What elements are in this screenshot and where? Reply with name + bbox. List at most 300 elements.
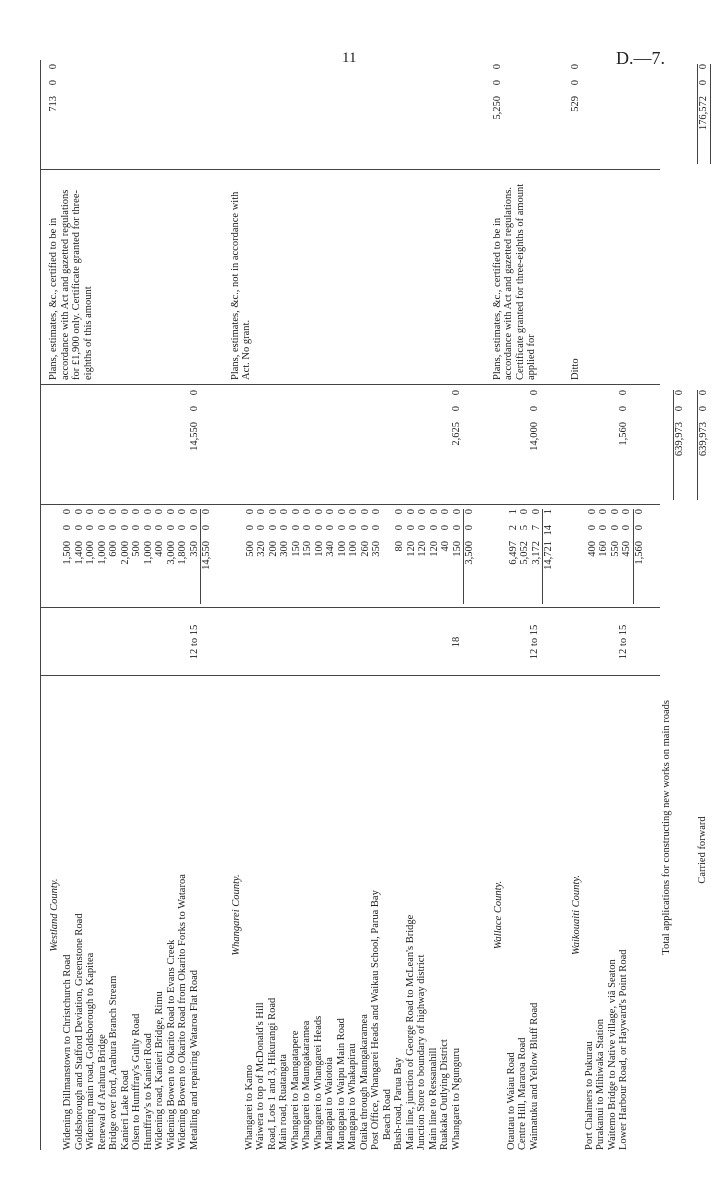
road-name: Ruakaka Outlying District	[439, 1039, 450, 1150]
road-name: Post Office, Whangarei Heads and Waikau School, Parua Bay	[370, 890, 381, 1150]
column-rule	[40, 169, 660, 170]
road-cost	[268, 509, 280, 604]
road-cost-pence: 0	[154, 509, 165, 515]
road-cost-shillings: 0	[108, 525, 119, 531]
road-cost-pounds: 150	[290, 541, 302, 557]
blank-cell	[607, 612, 619, 672]
road-cost-shillings: 0	[371, 525, 382, 531]
road-name: Widening Bowen to Okarito Road from Okarito Forks to Wataroa	[177, 874, 188, 1150]
road-cost-pence: 0	[428, 509, 440, 515]
road-cost	[452, 509, 464, 604]
carried-forward-total	[697, 64, 711, 164]
blank-cell	[200, 612, 212, 672]
blank-cell	[301, 612, 313, 672]
road-cost	[291, 509, 303, 604]
blank-cell	[97, 612, 109, 672]
road-name: Road, Lots 1 and 3, Hikurangi Road	[266, 997, 278, 1150]
blank-cell	[439, 390, 451, 500]
blank-cell	[278, 612, 290, 672]
grant-column	[46, 390, 709, 500]
road-cost-pence: 0	[621, 509, 632, 515]
blank-cell	[347, 612, 359, 672]
road-cost	[177, 509, 189, 604]
road-cost	[360, 509, 372, 604]
grant-amount-pounds: 1,560	[618, 422, 629, 446]
road-cost-shillings: 0	[119, 525, 131, 531]
road-name: Renewal of Arahura Bridge	[96, 1034, 108, 1150]
blank-cell	[120, 612, 132, 672]
county-heading: Westland County.	[49, 878, 60, 952]
road-name: Beach Road	[381, 1088, 393, 1140]
blank-cell	[154, 390, 166, 500]
road-name: Widening road, Kanieri Bridge, Rimu	[154, 991, 165, 1150]
grant-amount	[618, 390, 630, 500]
blank-cell	[267, 612, 279, 672]
road-cost-pence: 0	[302, 509, 313, 515]
road-name: Whangarei to Kamo	[243, 1064, 255, 1150]
county-subtotal-pence: 0	[633, 509, 645, 515]
road-cost-shillings: 0	[359, 525, 371, 531]
road-cost-shillings: 0	[279, 525, 290, 531]
cost-column	[46, 509, 654, 604]
grant-amount-pence: 0	[188, 390, 200, 396]
road-cost-pounds: 6,497	[507, 541, 519, 565]
county-subtotal-pounds: 14,721	[543, 541, 554, 570]
road-cost-shillings: 0	[131, 525, 142, 531]
road-cost-pence: 0	[359, 509, 371, 515]
blank-cell	[290, 390, 302, 500]
blank-cell	[630, 680, 642, 1150]
grant-remarks: Ditto	[569, 358, 581, 380]
description-column	[46, 680, 708, 1150]
blank-cell	[370, 390, 382, 500]
blank-cell	[570, 390, 584, 500]
county-subtotal-pounds: 3,500	[464, 541, 475, 565]
road-cost-shillings: 5	[519, 525, 530, 531]
road-cost-pounds: 150	[451, 541, 463, 557]
grant-amount-pounds: 2,625	[450, 422, 462, 446]
group-gap	[474, 390, 490, 500]
group-gap	[552, 612, 568, 672]
county-subtotal-pence: 0	[201, 509, 212, 515]
blank-cell	[393, 390, 405, 500]
blank-cell	[74, 612, 86, 672]
road-cost-shillings: 0	[244, 525, 256, 531]
road-name: Olsen to Humffray's Gully Road	[131, 1013, 142, 1150]
road-cost	[120, 509, 132, 604]
road-cost	[417, 509, 429, 604]
road-cost-pounds: 100	[336, 541, 348, 557]
blank-cell	[517, 390, 529, 500]
road-cost-pence: 0	[131, 509, 142, 515]
road-cost-pounds: 550	[609, 541, 621, 557]
road-cost-pence: 0	[188, 509, 200, 515]
blank-cell	[154, 612, 166, 672]
blank-cell	[230, 612, 244, 672]
road-name: Port Chalmers to Pukurau	[583, 1041, 595, 1150]
road-cost-shillings: 0	[302, 525, 313, 531]
road-cost-shillings: 0	[188, 525, 200, 531]
road-cost-pence: 0	[165, 509, 177, 515]
blank-cell	[393, 612, 405, 672]
road-name: Whangarei to Ngunguru	[450, 1047, 462, 1150]
road-cost-pence: 0	[336, 509, 348, 515]
road-name: Whangarei to Maungatapere	[289, 1030, 301, 1150]
county-subtotal-pence: 1	[543, 509, 554, 515]
road-cost-shillings: 0	[177, 525, 188, 531]
road-cost-shillings: 0	[440, 525, 451, 531]
blank-cell	[108, 612, 120, 672]
county-subtotal-shillings: 0	[201, 525, 212, 531]
road-cost	[325, 509, 337, 604]
road-cost-pence: 0	[267, 509, 279, 515]
road-cost-pounds: 1,000	[142, 541, 154, 565]
blank-cell	[540, 680, 552, 1150]
road-name: Otaika through Maungakaramea	[358, 1014, 370, 1150]
county-subtotal-pounds: 14,550	[201, 541, 212, 570]
blank-cell	[347, 390, 359, 500]
road-cost	[256, 509, 268, 604]
road-cost	[394, 509, 406, 604]
road-cost-pence: 0	[96, 509, 108, 515]
road-name: Bush-road, Parua Bay	[393, 1057, 404, 1150]
road-cost-pence: 0	[279, 509, 290, 515]
road-cost-pounds: 200	[267, 541, 279, 557]
blank-cell	[166, 390, 178, 500]
certified-total	[48, 64, 60, 164]
blank-cell	[48, 509, 62, 604]
county-subtotal-pence: 0	[464, 509, 475, 515]
blank-cell	[48, 612, 62, 672]
road-cost-shillings: 0	[325, 525, 336, 531]
road-cost-shillings: 7	[530, 525, 542, 531]
grant-amount-pence: 0	[528, 390, 540, 396]
road-name: Whangarei to Maungakaramea	[301, 1020, 312, 1150]
blank-cell	[540, 390, 552, 500]
blank-cell	[428, 390, 440, 500]
road-name: Junction Store to boundary of highway district	[416, 954, 427, 1150]
road-cost-pounds: 40	[440, 541, 451, 552]
road-cost-pounds: 1,000	[96, 541, 108, 565]
blank-cell	[278, 390, 290, 500]
blank-cell	[439, 612, 451, 672]
carried-forward-total-pounds: 176,572	[698, 96, 709, 131]
road-name: Otautau to Waiau Road	[505, 1052, 517, 1150]
grant-amount-shillings: 0	[188, 406, 200, 412]
road-cost-pence: 0	[177, 509, 188, 515]
blank-cell	[231, 509, 245, 604]
road-cost	[314, 509, 326, 604]
road-cost	[74, 509, 86, 604]
grant-amount-pounds: 14,000	[528, 422, 540, 451]
road-cost-shillings: 0	[417, 525, 428, 531]
road-cost-shillings: 0	[267, 525, 279, 531]
blank-cell	[382, 390, 394, 500]
road-cost	[166, 509, 178, 604]
blank-cell	[630, 612, 642, 672]
road-cost-pounds: 400	[154, 541, 165, 557]
blank-cell	[595, 390, 607, 500]
blank-cell	[244, 390, 256, 500]
road-cost	[245, 509, 257, 604]
page-number: 11	[342, 50, 357, 66]
road-name: Main line to Ressanahill	[427, 1047, 439, 1150]
blank-cell	[428, 612, 440, 672]
blank-cell	[301, 390, 313, 500]
road-name: Waitemo Bridge to Native village, viâ Seaton	[606, 959, 618, 1150]
road-cost	[131, 509, 143, 604]
road-cost-pounds: 3,172	[530, 541, 542, 565]
road-name: Lower Harbour Road, or Hayward's Point Road	[618, 949, 629, 1150]
miles-per-chain: 12 to 15	[188, 624, 200, 660]
blank-cell	[324, 390, 336, 500]
carried-forward-grant-shillings: 0	[698, 406, 709, 412]
county-subtotal	[200, 509, 213, 604]
road-cost	[440, 509, 452, 604]
blank-cell	[200, 390, 212, 500]
road-cost-pence: 0	[598, 509, 609, 515]
road-cost-pence: 0	[609, 509, 621, 515]
grant-amount	[189, 390, 201, 500]
road-cost-pence: 0	[73, 509, 85, 515]
blank-cell	[630, 390, 642, 500]
group-gap	[212, 680, 228, 1150]
blank-cell	[382, 612, 394, 672]
blank-cell	[177, 612, 189, 672]
total-column	[46, 64, 709, 164]
certified-total-shillings: 0	[491, 80, 503, 86]
road-cost-pence: 0	[62, 509, 73, 515]
certified-total-pence: 0	[48, 64, 59, 70]
certified-total-pounds: 5,250	[491, 96, 503, 120]
road-cost	[154, 509, 166, 604]
grant-remarks: Plans, estimates, &c., not in accordance with Act. No grant.	[229, 191, 252, 380]
group-gap	[212, 390, 228, 500]
road-cost	[279, 509, 291, 604]
road-cost-pence: 0	[142, 509, 154, 515]
blank-cell	[244, 612, 256, 672]
road-cost-pence: 0	[119, 509, 131, 515]
miles-column	[46, 612, 654, 672]
road-cost-pounds: 3,000	[165, 541, 177, 565]
remarks-column	[46, 180, 654, 380]
blank-cell	[131, 390, 143, 500]
miles-per-chain: 18	[450, 636, 462, 648]
blank-cell	[313, 390, 325, 500]
road-cost-pounds: 160	[598, 541, 609, 557]
blank-cell	[48, 390, 62, 500]
certified-total-shillings: 0	[569, 80, 581, 86]
road-cost	[508, 509, 520, 604]
summary-grant-shillings: 0	[673, 406, 685, 412]
road-cost-shillings: 0	[290, 525, 302, 531]
road-cost-shillings: 2	[507, 525, 519, 531]
carried-forward-total-pence: 0	[698, 64, 709, 70]
blank-cell	[97, 390, 109, 500]
certified-total-pounds: 713	[48, 96, 59, 112]
blank-cell	[324, 612, 336, 672]
road-cost-pence: 0	[313, 509, 325, 515]
grant-amount-shillings: 0	[618, 406, 629, 412]
blank-cell	[584, 390, 596, 500]
road-cost-pounds: 450	[621, 541, 632, 557]
road-cost-pounds: 1,500	[62, 541, 73, 565]
road-name: Waimatuku and Yellow Bluff Road	[528, 1002, 540, 1150]
road-cost	[189, 509, 201, 604]
summary-grant-pence: 0	[673, 390, 685, 396]
grant-amount	[451, 390, 463, 500]
carried-forward-grant-pence: 0	[698, 390, 709, 396]
group-gap	[552, 680, 568, 1150]
county-heading: Whangarei County.	[230, 874, 242, 956]
road-cost-pounds: 350	[371, 541, 382, 557]
road-cost-shillings: 0	[621, 525, 632, 531]
blank-cell	[405, 390, 417, 500]
road-cost-pounds: 1,000	[85, 541, 96, 565]
blank-cell	[359, 612, 371, 672]
road-name: Mangapai to Waipu Main Road	[335, 1018, 347, 1150]
road-cost-pounds: 300	[279, 541, 290, 557]
blank-cell	[230, 390, 244, 500]
road-cost-pounds: 320	[256, 541, 267, 557]
road-name: Waiwera to top of McDonald's Hill	[255, 1002, 266, 1150]
blank-cell	[255, 612, 267, 672]
road-cost	[302, 509, 314, 604]
county-heading: Wallace County.	[492, 880, 504, 950]
road-cost-pence: 0	[394, 509, 405, 515]
county-subtotal-shillings: 0	[464, 525, 475, 531]
table-top-rule	[40, 60, 41, 1150]
road-cost-shillings: 0	[85, 525, 96, 531]
blank-cell	[255, 390, 267, 500]
road-cost-shillings: 0	[609, 525, 621, 531]
road-cost-pounds: 5,052	[519, 541, 530, 565]
blank-cell	[166, 612, 178, 672]
road-cost-pounds: 600	[108, 541, 119, 557]
grant-amount-shillings: 0	[528, 406, 540, 412]
road-cost	[519, 509, 531, 604]
road-cost-pence: 1	[507, 509, 519, 515]
grant-remarks: Plans, estimates, &c., certified to be in accordance with Act and gazetted regulations for £1,900 only. Certificate granted for three-eighths of this amount	[48, 189, 94, 380]
road-cost-pence: 0	[108, 509, 119, 515]
blank-cell	[62, 390, 74, 500]
certified-total-pounds: 529	[569, 96, 581, 112]
carried-forward-grant-pounds: 639,973	[698, 422, 709, 457]
road-cost-pence: 0	[405, 509, 417, 515]
group-gap	[476, 509, 492, 604]
grant-amount-shillings: 0	[450, 406, 462, 412]
road-cost	[108, 509, 120, 604]
road-name: Bridge over ford, Arahura Branch Stream	[108, 975, 119, 1150]
blank-cell	[570, 612, 584, 672]
road-cost-pence: 0	[530, 509, 542, 515]
certified-total	[492, 64, 504, 164]
column-rule	[40, 504, 660, 505]
road-cost	[143, 509, 155, 604]
blank-cell	[143, 612, 155, 672]
blank-cell	[131, 612, 143, 672]
carried-forward-grant	[697, 390, 710, 500]
road-cost-pounds: 120	[428, 541, 440, 557]
road-name: Kanieri Lake Road	[119, 1070, 131, 1150]
county-heading: Waikouaiti County.	[570, 874, 582, 956]
blank-cell	[267, 390, 279, 500]
blank-cell	[506, 390, 518, 500]
column-rule	[40, 384, 660, 385]
road-name: Widening main road, Goldsborough to Kapitea	[85, 952, 96, 1150]
road-cost	[337, 509, 349, 604]
blank-cell	[120, 390, 132, 500]
road-cost-shillings: 0	[313, 525, 325, 531]
road-name: Centre Hill, Mararoa Road	[517, 1037, 528, 1150]
road-cost-pounds: 500	[244, 541, 256, 557]
road-cost-pounds: 80	[394, 541, 405, 552]
blank-cell	[62, 612, 74, 672]
county-subtotal-shillings: 0	[633, 525, 645, 531]
blank-cell	[200, 680, 212, 1150]
road-cost-pounds: 500	[131, 541, 142, 557]
road-name: Main line, junction of George Road to McLean's Bridge	[404, 914, 416, 1150]
road-cost	[97, 509, 109, 604]
road-cost-pence: 0	[256, 509, 267, 515]
blank-cell	[462, 390, 474, 500]
group-gap	[213, 509, 229, 604]
road-grants-table	[40, 60, 709, 1150]
road-cost-shillings: 0	[336, 525, 348, 531]
grant-amount-pence: 0	[618, 390, 629, 396]
road-name: Metalling and repairing Wataroa Flat Road	[188, 969, 200, 1150]
road-cost-shillings: 0	[154, 525, 165, 531]
road-name: Main road, Ruatangata	[278, 1054, 289, 1150]
county-subtotal	[633, 509, 646, 604]
blank-cell	[462, 680, 474, 1150]
road-cost-shillings: 0	[394, 525, 405, 531]
blank-cell	[359, 390, 371, 500]
road-cost-pounds: 1,800	[177, 541, 188, 565]
summary-label: Total applications for constructing new works on main roads	[661, 700, 672, 955]
road-cost-pence: 0	[348, 509, 359, 515]
blank-cell	[492, 612, 506, 672]
road-cost-pence: 0	[244, 509, 256, 515]
road-cost-shillings: 0	[142, 525, 154, 531]
road-name: Widening Bowen to Okarito Road to Evans Creek	[165, 939, 177, 1150]
grant-amount	[529, 390, 541, 500]
road-cost-pounds: 120	[405, 541, 417, 557]
road-cost	[587, 509, 599, 604]
road-cost-pounds: 400	[586, 541, 598, 557]
blank-cell	[313, 612, 325, 672]
blank-cell	[290, 612, 302, 672]
group-gap	[212, 612, 228, 672]
blank-cell	[143, 390, 155, 500]
road-cost	[85, 509, 97, 604]
blank-cell	[494, 509, 508, 604]
certified-total-pence: 0	[491, 64, 503, 70]
county-subtotal-shillings: 14	[543, 525, 554, 536]
road-cost	[621, 509, 633, 604]
blank-cell	[416, 390, 428, 500]
road-cost-shillings: 0	[73, 525, 85, 531]
county-subtotal-pounds: 1,560	[633, 541, 645, 565]
certified-total-shillings: 0	[48, 80, 59, 86]
blank-cell	[584, 612, 596, 672]
road-name: Humffray's to Kanieri Road	[142, 1033, 154, 1150]
grant-remarks: Plans, estimates, &c., certified to be in accordance with Act and gazetted regulations. Certificate granted for three-eighths of amount applied for	[491, 183, 537, 380]
blank-cell	[573, 509, 587, 604]
column-rule	[40, 675, 660, 676]
blank-cell	[595, 612, 607, 672]
road-cost-pounds: 150	[302, 541, 313, 557]
